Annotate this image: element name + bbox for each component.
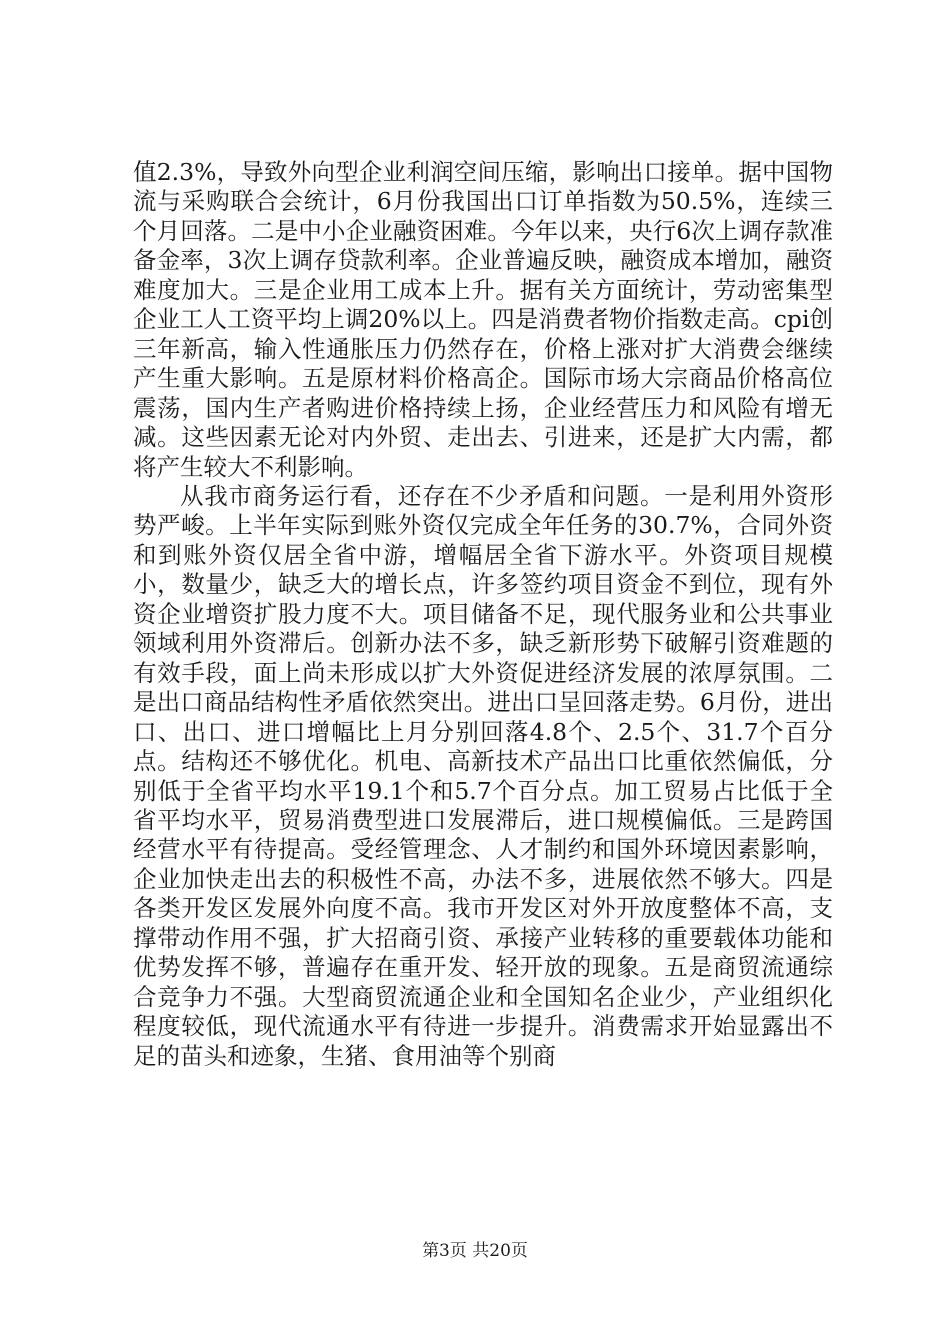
document-body <box>133 158 833 1071</box>
paragraph-commerce-issues: 从我市商务运行看，还存在不少矛盾和问题。一是利用外资形势严峻。上半年实际到账外资仅完成全年任务的30.7%，合同外资和到账外资仅居全省中游，增幅居全省下游水平。外资项目规模小，数量少，缺乏大的增长点，许多签约项目资金不到位，现有外资企业增资扩股力度不大。项目储备不足，现代服务业和公共事业领域利用外资滞后。创新办法不多，缺乏新形势下破解引资难题的有效手段，面上尚未形成以扩大外资促进经济发展的浓厚氛围。二是出口商品结构性矛盾依然突出。进出口呈回落走势。6月份，进出口、出口、进口增幅比上月分别回落4.8个、2.5个、31.7个百分点。结构还不够优化。机电、高新技术产品出口比重依然偏低，分别低于全省平均水平19.1个和5.7个百分点。加工贸易占比低于全省平均水平，贸易消费型进口发展滞后，进口规模偏低。三是跨国经营水平有待提高。受经管理念、人才制约和国外环境因素影响，企业加快走出去的积极性不高，办法不多，进展依然不够大。四是各类开发区发展外向度不高。我市开发区对外开放度整体不高，支撑带动作用不强，扩大招商引资、承接产业转移的重要载体功能和优势发挥不够，普遍存在重开发、轻开放的现象。五是商贸流通综合竞争力不强。大型商贸流通企业和全国知名企业少，产业组织化程度较低，现代流通水平有待进一步提升。消费需求开始显露出不足的苗头和迹象，生猪、食用油等个别商 <box>133 481 833 1070</box>
paragraph-continuation: 值2.3%，导致外向型企业利润空间压缩，影响出口接单。据中国物流与采购联合会统计，6月份我国出口订单指数为50.5%，连续三个月回落。二是中小企业融资困难。今年以来，央行6次上调存款准备金率，3次上调存贷款利率。企业普遍反映，融资成本增加，融资难度加大。三是企业用工成本上升。据有关方面统计，劳动密集型企业工人工资平均上调20%以上。四是消费者物价指数走高。cpi创三年新高，输入性通胀压力仍然存在，价格上涨对扩大消费会继续产生重大影响。五是原材料价格高企。国际市场大宗商品价格高位震荡，国内生产者购进价格持续上扬，企业经营压力和风险有增无减。这些因素无论对内外贸、走出去、引进来，还是扩大内需，都将产生较大不利影响。 <box>133 158 833 481</box>
page-number-footer: 第3页 共20页 <box>422 1241 528 1261</box>
